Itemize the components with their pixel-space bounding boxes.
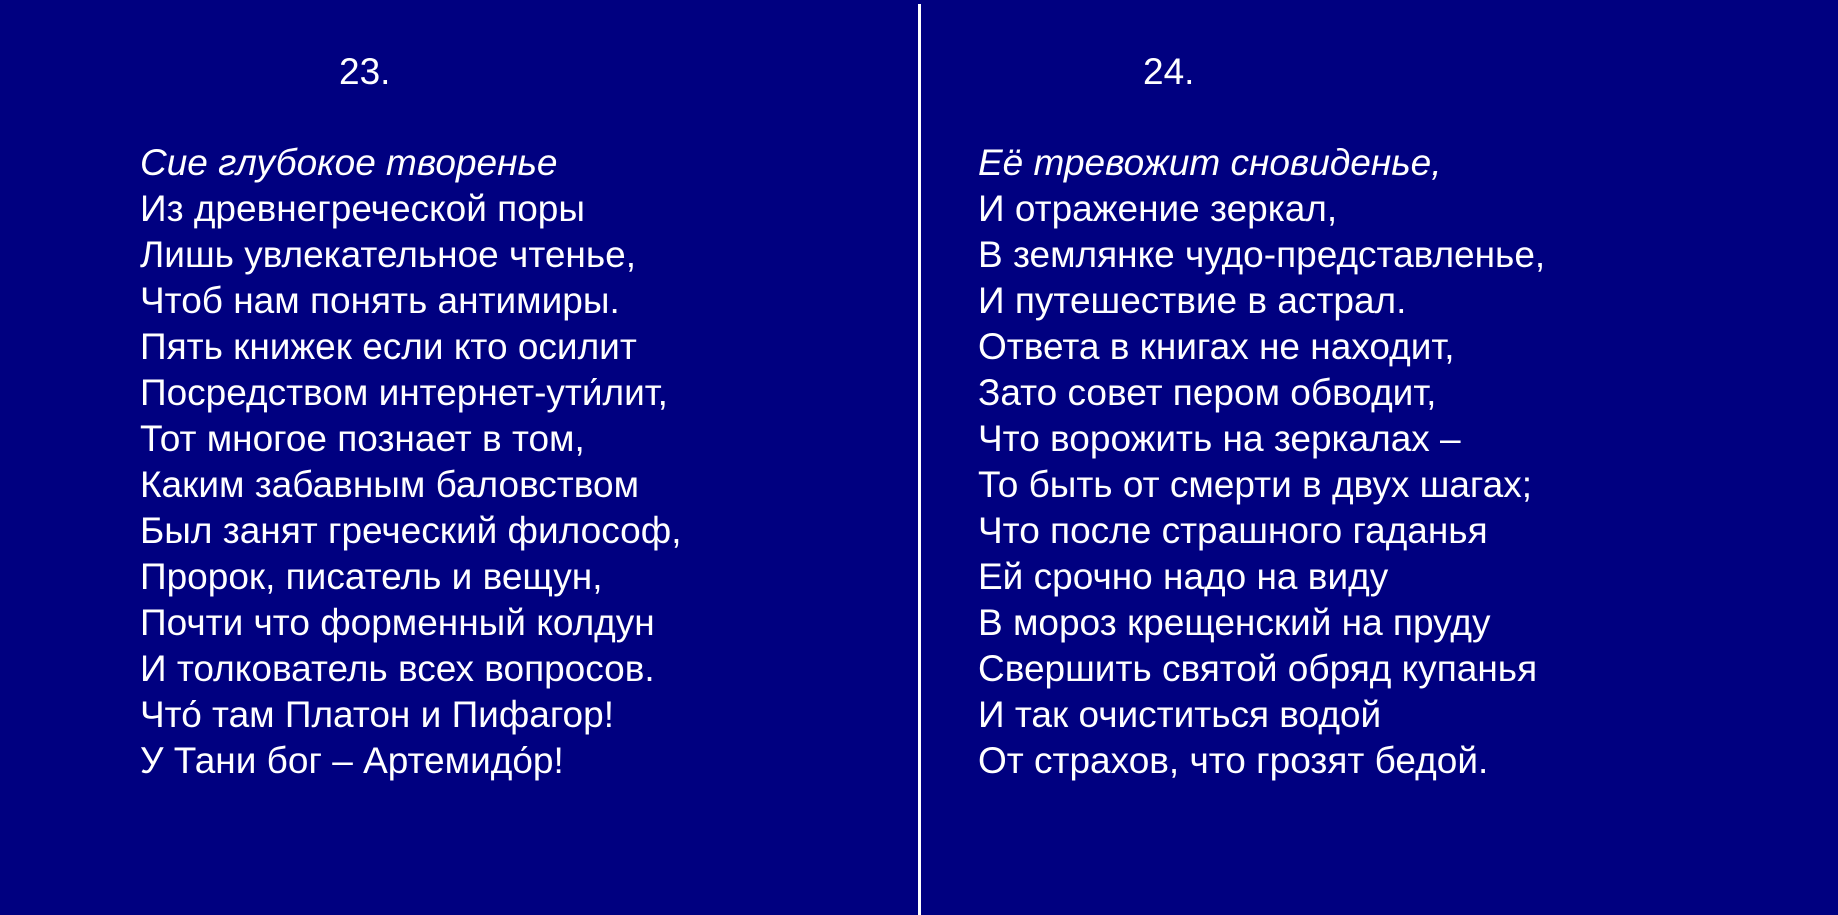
- stanza-lines: [140, 140, 681, 784]
- poem-line: Из древнегреческой поры: [140, 188, 585, 229]
- poem-line: То быть от смерти в двух шагах;: [978, 464, 1532, 505]
- poem-line: Пророк, писатель и вещун,: [140, 556, 603, 597]
- poem-line: Чтоб нам понять антимиры.: [140, 280, 620, 321]
- stanza-number: 23.: [339, 51, 391, 92]
- poem-line: Сие глубокое творенье: [140, 142, 558, 183]
- poem-line: В землянке чудо-представленье,: [978, 234, 1546, 275]
- poem-line: Тот многое познает в том,: [140, 418, 585, 459]
- poem-line: Её тревожит сновиденье,: [978, 142, 1442, 183]
- poem-line: И путешествие в астрал.: [978, 280, 1407, 321]
- poem-line: И толкователь всех вопросов.: [140, 648, 655, 689]
- poem-line: От страхов, что грозят бедой.: [978, 740, 1489, 781]
- poem-line: Ответа в книгах не находит,: [978, 326, 1455, 367]
- poem-line: Что ворожить на зеркалах –: [978, 418, 1461, 459]
- poem-line: Ей срочно надо на виду: [978, 556, 1389, 597]
- poem-line: В мороз крещенский на пруду: [978, 602, 1491, 643]
- poem-line: Зато совет пером обводит,: [978, 372, 1437, 413]
- poem-line: Был занят греческий философ,: [140, 510, 682, 551]
- poem-line: И отражение зеркал,: [978, 188, 1338, 229]
- poem-line: Почти что форменный колдун: [140, 602, 655, 643]
- poem-line: И так очиститься водой: [978, 694, 1382, 735]
- poem-line: Что́ там Платон и Пифагор!: [140, 694, 614, 735]
- poem-line: Пять книжек если кто осилит: [140, 326, 637, 367]
- poem-line: Что после страшного гаданья: [978, 510, 1488, 551]
- poem-line: У Тани бог – Артемидо́р!: [140, 740, 564, 781]
- poem-line: Посредством интернет-ути́лит,: [140, 372, 668, 413]
- stanza-number: 24.: [1143, 51, 1195, 92]
- poem-line: Лишь увлекательное чтенье,: [140, 234, 636, 275]
- poem-line: Каким забавным баловством: [140, 464, 640, 505]
- stanza-lines: [978, 140, 1545, 784]
- column-divider: [918, 4, 921, 915]
- poem-line: Свершить святой обряд купанья: [978, 648, 1538, 689]
